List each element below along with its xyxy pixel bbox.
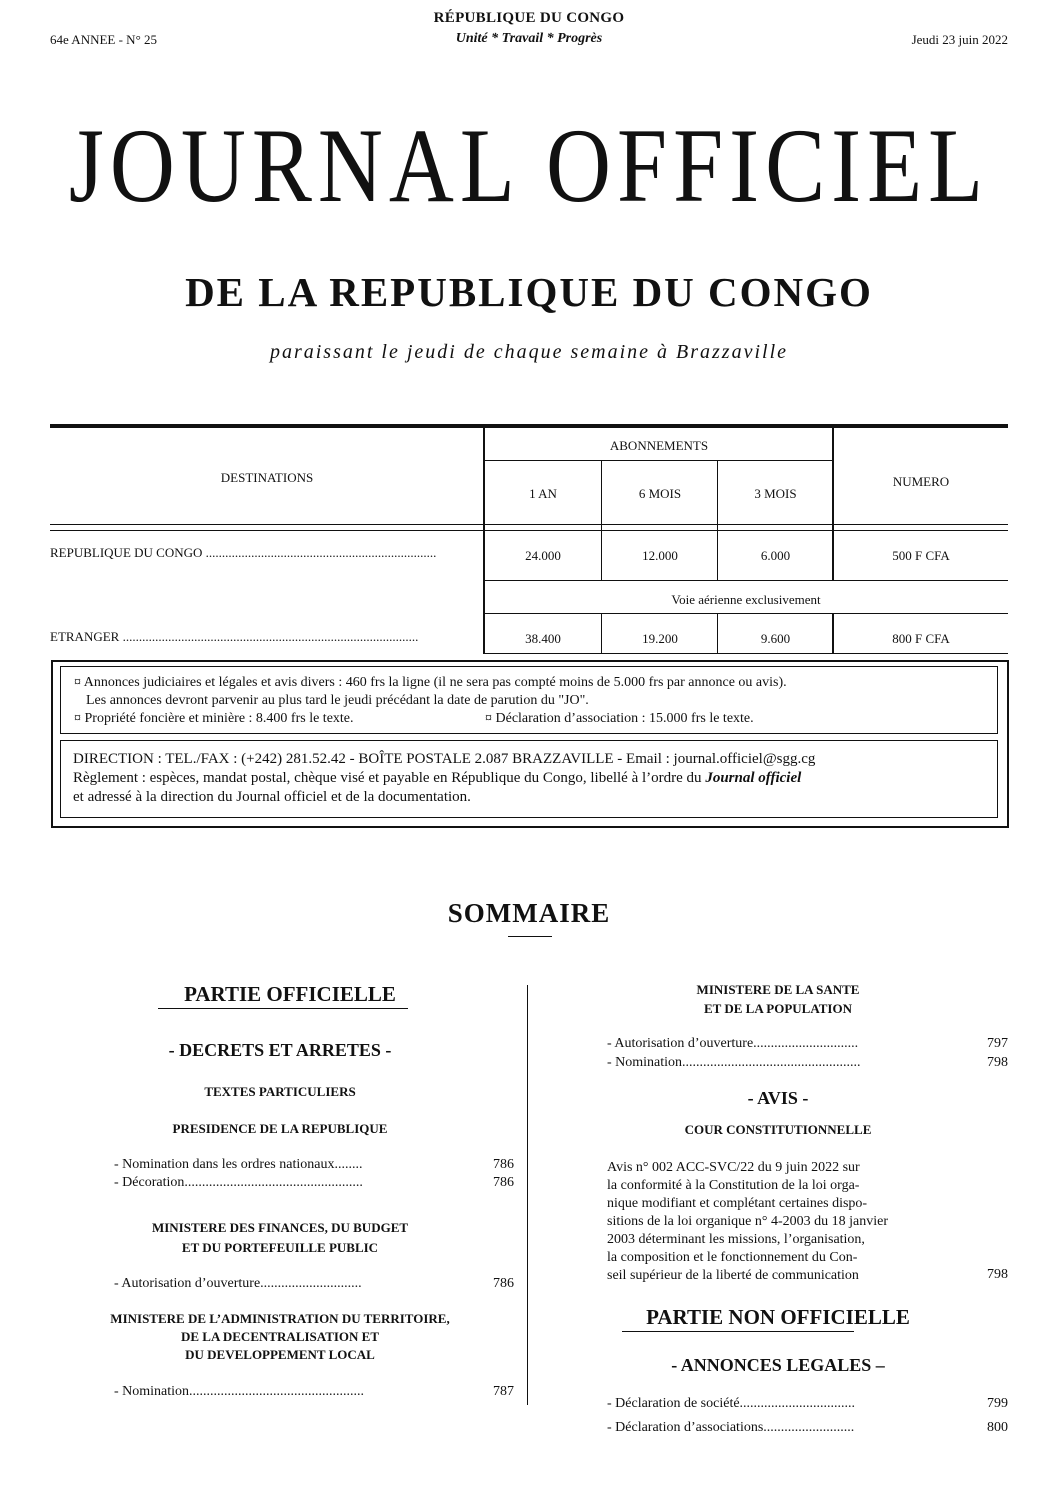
issue-number: 64e ANNEE - N° 25 <box>50 32 158 47</box>
annonces-heading: - ANNONCES LEGALES – <box>671 1355 885 1375</box>
issue-date: Jeudi 23 juin 2022 <box>911 32 1008 47</box>
header-bottom-rule-2 <box>50 530 1008 531</box>
subscription-table <box>50 424 1008 656</box>
sante-heading-1: MINISTERE DE LA SANTE <box>696 982 860 997</box>
cour-heading: COUR CONSTITUTIONNELLE <box>684 1122 872 1137</box>
avis-line: Avis n° 002 ACC-SVC/22 du 9 juin 2022 sur <box>607 1160 860 1175</box>
journal-subtitle: DE LA REPUBLIQUE DU CONGO <box>185 269 873 315</box>
toc-nomination-admin: - Nomination.................................................. <box>114 1384 365 1399</box>
toc-page: 797 <box>987 1036 1008 1051</box>
header-bottom-rule <box>50 524 1008 525</box>
direction-address: et adressé à la direction du Journal officiel et de la documentation. <box>73 789 471 805</box>
air-note: Voie aérienne exclusivement <box>671 592 821 607</box>
row-rule <box>484 580 1008 581</box>
price-etranger-3mois: 9.600 <box>760 631 791 646</box>
avis-description <box>607 1159 947 1285</box>
partie-officielle-heading: PARTIE OFFICIELLE <box>184 982 396 1006</box>
reglement-payee: Journal officiel <box>705 770 802 786</box>
col-numero: NUMERO <box>892 474 950 489</box>
partie-officielle-rule <box>158 1008 408 1009</box>
col-3mois: 3 MOIS <box>754 486 797 501</box>
admin-heading-3: DU DEVELOPPEMENT LOCAL <box>185 1347 375 1362</box>
sommaire-rule <box>508 936 552 937</box>
toc-page: 798 <box>987 1267 1008 1282</box>
national-motto: Unité * Travail * Progrès <box>455 31 603 46</box>
toc-page: 786 <box>493 1157 514 1172</box>
col-1an: 1 AN <box>529 486 557 501</box>
price-congo-1an: 24.000 <box>525 548 561 563</box>
price-etranger-6mois: 19.200 <box>642 631 678 646</box>
avis-line: la conformité à la Constitution de la loi orga- <box>607 1178 860 1193</box>
notice-deadline: Les annonces devront parvenir au plus tard le jeudi précédant la date de parution du "JO". <box>86 693 589 708</box>
avis-line: nique modifiant et complétant certaines dispo- <box>607 1196 868 1211</box>
notice-annonces: ¤ Annonces judiciaires et légales et avis divers : 460 frs la ligne (il ne sera pas compté moins de 5.000 frs par annonce ou avis). <box>74 675 787 690</box>
table-top-rule <box>50 424 1008 428</box>
col-divider-1 <box>483 428 485 654</box>
avis-line: la composition et le fonctionnement du Con- <box>607 1250 858 1265</box>
toc-page: 799 <box>987 1396 1008 1411</box>
col-6mois: 6 MOIS <box>638 486 682 501</box>
admin-heading-1: MINISTERE DE L’ADMINISTRATION DU TERRITOIRE, <box>110 1311 450 1326</box>
toc-page: 786 <box>493 1175 514 1190</box>
toc-page: 798 <box>987 1055 1008 1070</box>
toc-page: 787 <box>493 1384 514 1399</box>
dest-etranger: ETRANGER ........................................................................................... <box>50 629 419 644</box>
dest-congo: REPUBLIQUE DU CONGO ....................................................................... <box>50 545 437 560</box>
notice-association: ¤ Déclaration d’association : 15.000 frs le texte. <box>485 711 754 726</box>
presidence-heading: PRESIDENCE DE LA REPUBLIQUE <box>172 1121 388 1136</box>
avis-heading: - AVIS - <box>747 1088 809 1108</box>
price-congo-6mois: 12.000 <box>642 548 678 563</box>
column-divider <box>527 985 528 1405</box>
sommaire-title: SOMMAIRE <box>447 898 611 928</box>
toc-decoration: - Décoration................................................... <box>114 1175 363 1190</box>
notice-propriete: ¤ Propriété foncière et minière : 8.400 frs le texte. <box>74 711 354 726</box>
price-etranger-1an: 38.400 <box>525 631 561 646</box>
avis-line: seil supérieur de la liberté de communication <box>607 1268 859 1283</box>
direction-reglement <box>73 770 801 787</box>
price-etranger-numero: 800 F CFA <box>892 631 950 646</box>
finances-heading-1: MINISTERE DES FINANCES, DU BUDGET <box>151 1220 409 1235</box>
toc-page: 786 <box>493 1276 514 1291</box>
toc-declaration-associations: - Déclaration d’associations.......................... <box>607 1420 855 1435</box>
finances-heading-2: ET DU PORTEFEUILLE PUBLIC <box>181 1240 379 1255</box>
republic-name: RÉPUBLIQUE DU CONGO <box>433 10 625 26</box>
journal-title: JOURNAL OFFICIEL <box>68 107 990 225</box>
partie-non-officielle-rule <box>622 1331 854 1332</box>
avis-line: sitions de la loi organique n° 4-2003 du 18 janvier <box>607 1214 889 1229</box>
admin-heading-2: DE LA DECENTRALISATION ET <box>180 1329 380 1344</box>
col-destinations: DESTINATIONS <box>220 470 314 485</box>
toc-declaration-societe: - Déclaration de société................................. <box>607 1396 856 1411</box>
abonnements-rule <box>484 460 834 461</box>
reglement-text: Règlement : espèces, mandat postal, chèque visé et payable en République du Congo, libellé à l’ordre du <box>73 770 706 786</box>
avis-line: 2003 déterminant les missions, l’organisation, <box>607 1232 865 1247</box>
toc-nomination-sante: - Nomination................................................... <box>607 1055 861 1070</box>
toc-autorisation-finances: - Autorisation d’ouverture............................. <box>114 1276 362 1291</box>
toc-page: 800 <box>987 1420 1008 1435</box>
sante-heading-2: ET DE LA POPULATION <box>704 1001 852 1016</box>
direction-contact: DIRECTION : TEL./FAX : (+242) 281.52.42 - BOÎTE POSTALE 2.087 BRAZZAVILLE - Email : journal.officiel@sgg.cg <box>73 751 816 767</box>
journal-tagline: paraissant le jeudi de chaque semaine à Brazzaville <box>269 341 789 363</box>
textes-heading: TEXTES PARTICULIERS <box>204 1084 356 1099</box>
partie-non-officielle-heading: PARTIE NON OFFICIELLE <box>646 1305 910 1329</box>
table-bottom-rule <box>484 653 1008 654</box>
price-congo-numero: 500 F CFA <box>892 548 950 563</box>
toc-nomination-ordres: - Nomination dans les ordres nationaux........ <box>114 1157 363 1172</box>
price-congo-3mois: 6.000 <box>760 548 791 563</box>
col-abonnements: ABONNEMENTS <box>609 438 709 453</box>
toc-autorisation-sante: - Autorisation d’ouverture.............................. <box>607 1036 859 1051</box>
air-rule <box>484 613 1008 614</box>
decrets-heading: - DECRETS ET ARRETES - <box>168 1040 392 1060</box>
